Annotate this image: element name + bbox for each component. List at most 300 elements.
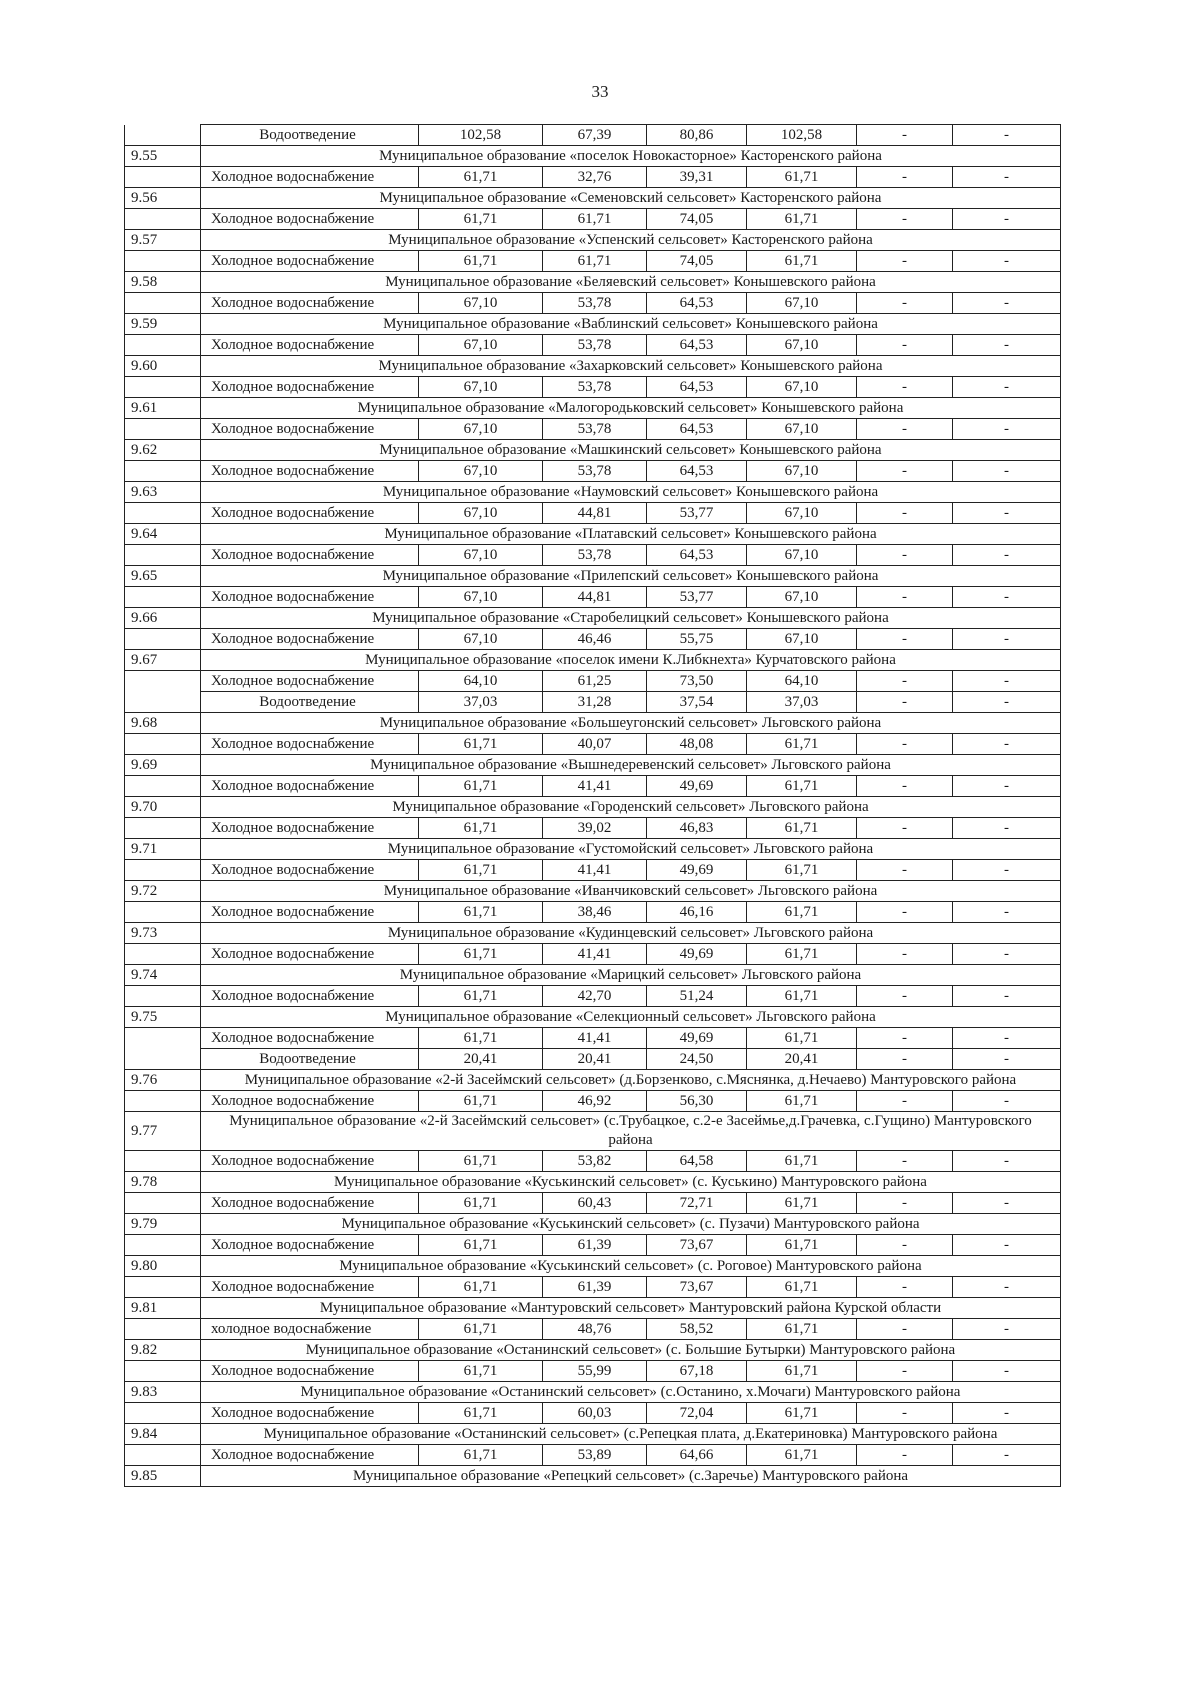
section-header-row (125, 440, 1061, 461)
tariff-value-v2: 60,43 (543, 1193, 647, 1214)
section-header-row (125, 1298, 1061, 1319)
tariff-value-v3: 55,75 (647, 629, 747, 650)
section-header-row (125, 755, 1061, 776)
section-number: 9.83 (125, 1382, 201, 1403)
tariff-value-v5: - (857, 1235, 953, 1256)
section-number: 9.82 (125, 1340, 201, 1361)
section-number: 9.65 (125, 566, 201, 587)
section-header-row (125, 146, 1061, 167)
tariff-value-v5: - (857, 1193, 953, 1214)
tariff-value-v5: - (857, 125, 953, 146)
municipality-name: Муниципальное образование «Беляевский сельсовет» Конышевского района (201, 272, 1061, 293)
service-label: Холодное водоснабжение (201, 944, 419, 965)
service-row (125, 335, 1061, 356)
municipality-name: Муниципальное образование «Городенский сельсовет» Льговского района (201, 797, 1061, 818)
service-label: Холодное водоснабжение (201, 1235, 419, 1256)
municipality-name: Муниципальное образование «Наумовский сельсовет» Конышевского района (201, 482, 1061, 503)
service-label: Холодное водоснабжение (201, 209, 419, 230)
empty-number-cell (125, 776, 201, 797)
tariff-value-v3: 64,58 (647, 1151, 747, 1172)
service-row (125, 461, 1061, 482)
tariff-value-v2: 53,89 (543, 1445, 647, 1466)
tariff-value-v1: 61,71 (419, 734, 543, 755)
section-number: 9.74 (125, 965, 201, 986)
section-number: 9.77 (125, 1112, 201, 1151)
service-label: холодное водоснабжение (201, 1319, 419, 1340)
municipality-name: Муниципальное образование «Останинский сельсовет» (с.Останино, х.Мочаги) Мантуровского района (201, 1382, 1061, 1403)
tariff-value-v5: - (857, 293, 953, 314)
tariff-value-v1: 67,10 (419, 419, 543, 440)
tariff-value-v2: 41,41 (543, 944, 647, 965)
tariff-value-v4: 67,10 (747, 629, 857, 650)
section-header-row (125, 188, 1061, 209)
tariff-value-v1: 61,71 (419, 1403, 543, 1424)
tariff-value-v2: 53,78 (543, 293, 647, 314)
section-header-row (125, 1214, 1061, 1235)
tariff-value-v5: - (857, 335, 953, 356)
tariff-value-v6: - (953, 629, 1061, 650)
municipality-name: Муниципальное образование «Семеновский сельсовет» Касторенского района (201, 188, 1061, 209)
section-header-row (125, 1070, 1061, 1091)
tariff-value-v2: 61,71 (543, 209, 647, 230)
section-number: 9.56 (125, 188, 201, 209)
municipality-name: Муниципальное образование «поселок имени К.Либкнехта» Курчатовского района (201, 650, 1061, 671)
empty-number-cell (125, 671, 201, 692)
service-label: Холодное водоснабжение (201, 629, 419, 650)
tariff-value-v6: - (953, 818, 1061, 839)
service-row (125, 1091, 1061, 1112)
service-label: Водоотведение (201, 125, 419, 146)
section-header-row (125, 566, 1061, 587)
municipality-name: Муниципальное образование «Густомойский сельсовет» Льговского района (201, 839, 1061, 860)
tariff-value-v6: - (953, 734, 1061, 755)
tariff-value-v2: 53,82 (543, 1151, 647, 1172)
tariff-value-v3: 49,69 (647, 860, 747, 881)
tariff-value-v6: - (953, 461, 1061, 482)
service-label: Холодное водоснабжение (201, 902, 419, 923)
tariff-value-v1: 61,71 (419, 944, 543, 965)
municipality-name: Муниципальное образование «Вышнедеревенский сельсовет» Льговского района (201, 755, 1061, 776)
municipality-name: Муниципальное образование «Кудинцевский сельсовет» Льговского района (201, 923, 1061, 944)
service-row (125, 629, 1061, 650)
service-row (125, 293, 1061, 314)
service-row (125, 1403, 1061, 1424)
tariff-value-v2: 42,70 (543, 986, 647, 1007)
tariff-value-v5: - (857, 1277, 953, 1298)
tariff-value-v2: 31,28 (543, 692, 647, 713)
tariff-value-v4: 61,71 (747, 209, 857, 230)
section-header-row (125, 272, 1061, 293)
section-header-row (125, 923, 1061, 944)
tariff-value-v1: 67,10 (419, 545, 543, 566)
section-header-row (125, 797, 1061, 818)
tariff-value-v6: - (953, 251, 1061, 272)
service-label: Холодное водоснабжение (201, 818, 419, 839)
tariff-value-v6: - (953, 545, 1061, 566)
empty-number-cell (125, 209, 201, 230)
section-number: 9.63 (125, 482, 201, 503)
tariff-value-v5: - (857, 986, 953, 1007)
empty-number-cell (125, 986, 201, 1007)
empty-number-cell (125, 377, 201, 398)
tariff-value-v3: 72,04 (647, 1403, 747, 1424)
tariff-value-v2: 32,76 (543, 167, 647, 188)
tariff-value-v3: 46,16 (647, 902, 747, 923)
section-number: 9.75 (125, 1007, 201, 1028)
tariff-value-v2: 61,25 (543, 671, 647, 692)
service-row (125, 1445, 1061, 1466)
empty-number-cell (125, 1151, 201, 1172)
tariff-value-v6: - (953, 377, 1061, 398)
tariff-value-v3: 37,54 (647, 692, 747, 713)
tariff-value-v3: 72,71 (647, 1193, 747, 1214)
service-row (125, 377, 1061, 398)
tariff-value-v5: - (857, 1049, 953, 1070)
tariff-value-v4: 61,71 (747, 986, 857, 1007)
tariff-value-v4: 61,71 (747, 1445, 857, 1466)
tariff-value-v3: 64,66 (647, 1445, 747, 1466)
tariff-value-v4: 67,10 (747, 545, 857, 566)
tariff-value-v1: 61,71 (419, 1193, 543, 1214)
tariff-value-v1: 61,71 (419, 1151, 543, 1172)
tariff-value-v6: - (953, 1319, 1061, 1340)
tariff-value-v1: 61,71 (419, 209, 543, 230)
service-label: Холодное водоснабжение (201, 167, 419, 188)
service-row (125, 944, 1061, 965)
tariff-value-v2: 46,92 (543, 1091, 647, 1112)
section-header-row (125, 1424, 1061, 1445)
tariff-value-v1: 61,71 (419, 1319, 543, 1340)
tariff-value-v1: 37,03 (419, 692, 543, 713)
section-number: 9.78 (125, 1172, 201, 1193)
tariff-value-v4: 67,10 (747, 293, 857, 314)
tariff-value-v5: - (857, 1361, 953, 1382)
tariff-value-v1: 61,71 (419, 818, 543, 839)
tariff-value-v3: 64,53 (647, 545, 747, 566)
section-number: 9.68 (125, 713, 201, 734)
section-number: 9.76 (125, 1070, 201, 1091)
municipality-name: Муниципальное образование «поселок Новокасторное» Касторенского района (201, 146, 1061, 167)
empty-number-cell (125, 545, 201, 566)
tariff-value-v2: 41,41 (543, 1028, 647, 1049)
empty-number-cell (125, 1091, 201, 1112)
tariff-value-v2: 61,71 (543, 251, 647, 272)
service-row (125, 503, 1061, 524)
section-number: 9.67 (125, 650, 201, 671)
section-number: 9.62 (125, 440, 201, 461)
tariff-value-v2: 48,76 (543, 1319, 647, 1340)
tariff-value-v6: - (953, 1361, 1061, 1382)
service-row (125, 545, 1061, 566)
tariff-value-v6: - (953, 1193, 1061, 1214)
tariff-value-v2: 44,81 (543, 503, 647, 524)
municipality-name: Муниципальное образование «Иванчиковский сельсовет» Льговского района (201, 881, 1061, 902)
municipality-name: Муниципальное образование «2-й Засеймский сельсовет» (с.Трубацкое, с.2-е Засеймье,д.Грачевка, с.Гущино) Мантуровского района (201, 1112, 1061, 1151)
service-row (125, 1319, 1061, 1340)
tariff-value-v6: - (953, 1151, 1061, 1172)
section-header-row (125, 608, 1061, 629)
empty-number-cell (125, 335, 201, 356)
service-row (125, 671, 1061, 692)
tariff-value-v1: 67,10 (419, 293, 543, 314)
tariff-value-v2: 41,41 (543, 776, 647, 797)
service-label: Холодное водоснабжение (201, 293, 419, 314)
tariff-value-v3: 53,77 (647, 503, 747, 524)
tariff-value-v2: 38,46 (543, 902, 647, 923)
service-label: Холодное водоснабжение (201, 734, 419, 755)
tariff-value-v4: 61,71 (747, 251, 857, 272)
tariff-value-v4: 37,03 (747, 692, 857, 713)
tariff-value-v4: 67,10 (747, 587, 857, 608)
service-row (125, 167, 1061, 188)
tariff-value-v6: - (953, 860, 1061, 881)
tariff-value-v2: 40,07 (543, 734, 647, 755)
section-header-row (125, 839, 1061, 860)
service-label: Холодное водоснабжение (201, 1193, 419, 1214)
section-number: 9.85 (125, 1466, 201, 1487)
service-row (125, 209, 1061, 230)
tariff-value-v2: 55,99 (543, 1361, 647, 1382)
tariff-value-v6: - (953, 167, 1061, 188)
service-label: Холодное водоснабжение (201, 1028, 419, 1049)
municipality-name: Муниципальное образование «Платавский сельсовет» Конышевского района (201, 524, 1061, 545)
municipality-name: Муниципальное образование «Машкинский сельсовет» Конышевского района (201, 440, 1061, 461)
tariff-value-v1: 61,71 (419, 1277, 543, 1298)
tariff-value-v3: 56,30 (647, 1091, 747, 1112)
service-label: Водоотведение (201, 1049, 419, 1070)
empty-number-cell (125, 461, 201, 482)
service-label: Холодное водоснабжение (201, 1277, 419, 1298)
section-header-row (125, 356, 1061, 377)
tariff-value-v4: 20,41 (747, 1049, 857, 1070)
service-row (125, 1049, 1061, 1070)
tariff-value-v4: 67,10 (747, 335, 857, 356)
empty-number-cell (125, 125, 201, 146)
tariff-value-v3: 39,31 (647, 167, 747, 188)
service-label: Холодное водоснабжение (201, 251, 419, 272)
tariff-value-v3: 73,67 (647, 1235, 747, 1256)
service-row (125, 776, 1061, 797)
service-label: Холодное водоснабжение (201, 986, 419, 1007)
section-number: 9.66 (125, 608, 201, 629)
tariff-value-v5: - (857, 692, 953, 713)
tariff-value-v1: 61,71 (419, 1235, 543, 1256)
tariff-value-v5: - (857, 1091, 953, 1112)
tariff-value-v1: 67,10 (419, 377, 543, 398)
tariff-value-v3: 49,69 (647, 776, 747, 797)
tariff-value-v5: - (857, 860, 953, 881)
empty-number-cell (125, 860, 201, 881)
empty-number-cell (125, 944, 201, 965)
tariff-value-v4: 61,71 (747, 776, 857, 797)
empty-number-cell (125, 419, 201, 440)
tariff-value-v2: 67,39 (543, 125, 647, 146)
service-label: Холодное водоснабжение (201, 503, 419, 524)
section-number: 9.59 (125, 314, 201, 335)
tariff-value-v6: - (953, 1445, 1061, 1466)
tariff-value-v1: 61,71 (419, 860, 543, 881)
service-label: Холодное водоснабжение (201, 1151, 419, 1172)
tariff-value-v5: - (857, 944, 953, 965)
tariff-value-v5: - (857, 461, 953, 482)
tariff-value-v1: 67,10 (419, 461, 543, 482)
tariff-value-v2: 39,02 (543, 818, 647, 839)
tariff-value-v6: - (953, 419, 1061, 440)
tariff-value-v2: 20,41 (543, 1049, 647, 1070)
tariff-value-v4: 61,71 (747, 1193, 857, 1214)
empty-number-cell (125, 1193, 201, 1214)
tariff-value-v3: 51,24 (647, 986, 747, 1007)
tariff-value-v5: - (857, 671, 953, 692)
tariff-value-v3: 80,86 (647, 125, 747, 146)
tariff-value-v1: 61,71 (419, 986, 543, 1007)
empty-number-cell (125, 1319, 201, 1340)
tariff-value-v5: - (857, 629, 953, 650)
empty-number-cell (125, 1049, 201, 1070)
tariff-table (124, 124, 1061, 1487)
tariff-value-v4: 61,71 (747, 944, 857, 965)
section-header-row (125, 524, 1061, 545)
section-header-row (125, 1112, 1061, 1151)
tariff-value-v4: 67,10 (747, 503, 857, 524)
service-row (125, 1361, 1061, 1382)
tariff-value-v4: 61,71 (747, 167, 857, 188)
tariff-value-v3: 73,67 (647, 1277, 747, 1298)
section-header-row (125, 398, 1061, 419)
tariff-value-v4: 67,10 (747, 461, 857, 482)
tariff-value-v3: 64,53 (647, 377, 747, 398)
municipality-name: Муниципальное образование «Репецкий сельсовет» (с.Заречье) Мантуровского района (201, 1466, 1061, 1487)
municipality-name: Муниципальное образование «Мантуровский сельсовет» Мантуровский района Курской области (201, 1298, 1061, 1319)
section-number: 9.72 (125, 881, 201, 902)
service-label: Холодное водоснабжение (201, 1403, 419, 1424)
section-header-row (125, 1256, 1061, 1277)
tariff-value-v4: 61,71 (747, 1319, 857, 1340)
section-number: 9.70 (125, 797, 201, 818)
municipality-name: Муниципальное образование «Старобелицкий сельсовет» Конышевского района (201, 608, 1061, 629)
empty-number-cell (125, 251, 201, 272)
service-row (125, 125, 1061, 146)
section-header-row (125, 314, 1061, 335)
empty-number-cell (125, 629, 201, 650)
empty-number-cell (125, 1235, 201, 1256)
tariff-value-v1: 61,71 (419, 1028, 543, 1049)
empty-number-cell (125, 692, 201, 713)
tariff-value-v6: - (953, 1403, 1061, 1424)
tariff-value-v3: 48,08 (647, 734, 747, 755)
tariff-value-v4: 64,10 (747, 671, 857, 692)
tariff-value-v5: - (857, 503, 953, 524)
municipality-name: Муниципальное образование «Захарковский сельсовет» Конышевского района (201, 356, 1061, 377)
tariff-value-v1: 61,71 (419, 776, 543, 797)
section-header-row (125, 482, 1061, 503)
service-label: Холодное водоснабжение (201, 1445, 419, 1466)
tariff-value-v4: 67,10 (747, 377, 857, 398)
tariff-value-v2: 53,78 (543, 335, 647, 356)
service-row (125, 1277, 1061, 1298)
tariff-value-v5: - (857, 902, 953, 923)
tariff-value-v1: 61,71 (419, 1445, 543, 1466)
tariff-value-v6: - (953, 335, 1061, 356)
tariff-value-v3: 49,69 (647, 1028, 747, 1049)
tariff-value-v2: 41,41 (543, 860, 647, 881)
service-row (125, 902, 1061, 923)
tariff-value-v5: - (857, 167, 953, 188)
tariff-value-v6: - (953, 776, 1061, 797)
tariff-value-v6: - (953, 587, 1061, 608)
service-label: Холодное водоснабжение (201, 1361, 419, 1382)
tariff-value-v5: - (857, 587, 953, 608)
service-row (125, 587, 1061, 608)
tariff-value-v5: - (857, 1028, 953, 1049)
table-body (125, 125, 1061, 1487)
tariff-value-v2: 46,46 (543, 629, 647, 650)
tariff-value-v5: - (857, 1319, 953, 1340)
tariff-value-v5: - (857, 1445, 953, 1466)
service-label: Холодное водоснабжение (201, 419, 419, 440)
empty-number-cell (125, 587, 201, 608)
service-label: Холодное водоснабжение (201, 587, 419, 608)
section-number: 9.84 (125, 1424, 201, 1445)
tariff-value-v5: - (857, 776, 953, 797)
tariff-value-v1: 61,71 (419, 167, 543, 188)
section-header-row (125, 1340, 1061, 1361)
tariff-value-v4: 61,71 (747, 860, 857, 881)
tariff-value-v3: 64,53 (647, 293, 747, 314)
tariff-value-v5: - (857, 419, 953, 440)
tariff-value-v3: 74,05 (647, 251, 747, 272)
tariff-value-v4: 67,10 (747, 419, 857, 440)
tariff-value-v5: - (857, 251, 953, 272)
service-label: Холодное водоснабжение (201, 860, 419, 881)
tariff-value-v6: - (953, 671, 1061, 692)
tariff-value-v1: 67,10 (419, 335, 543, 356)
tariff-value-v6: - (953, 125, 1061, 146)
tariff-value-v6: - (953, 503, 1061, 524)
empty-number-cell (125, 1361, 201, 1382)
service-row (125, 692, 1061, 713)
municipality-name: Муниципальное образование «Большеугонский сельсовет» Льговского района (201, 713, 1061, 734)
tariff-value-v4: 61,71 (747, 1028, 857, 1049)
service-row (125, 1193, 1061, 1214)
municipality-name: Муниципальное образование «Ваблинский сельсовет» Конышевского района (201, 314, 1061, 335)
service-label: Холодное водоснабжение (201, 335, 419, 356)
tariff-value-v1: 61,71 (419, 251, 543, 272)
tariff-value-v3: 64,53 (647, 461, 747, 482)
section-number: 9.69 (125, 755, 201, 776)
tariff-value-v6: - (953, 293, 1061, 314)
section-header-row (125, 1382, 1061, 1403)
section-header-row (125, 881, 1061, 902)
tariff-value-v1: 64,10 (419, 671, 543, 692)
empty-number-cell (125, 293, 201, 314)
empty-number-cell (125, 734, 201, 755)
tariff-value-v2: 61,39 (543, 1277, 647, 1298)
service-row (125, 251, 1061, 272)
tariff-value-v4: 61,71 (747, 1151, 857, 1172)
section-number: 9.64 (125, 524, 201, 545)
tariff-value-v1: 67,10 (419, 503, 543, 524)
tariff-value-v1: 102,58 (419, 125, 543, 146)
service-label: Холодное водоснабжение (201, 377, 419, 398)
tariff-value-v5: - (857, 734, 953, 755)
service-row (125, 986, 1061, 1007)
service-row (125, 860, 1061, 881)
section-number: 9.61 (125, 398, 201, 419)
empty-number-cell (125, 1277, 201, 1298)
tariff-value-v1: 61,71 (419, 1091, 543, 1112)
tariff-value-v4: 102,58 (747, 125, 857, 146)
